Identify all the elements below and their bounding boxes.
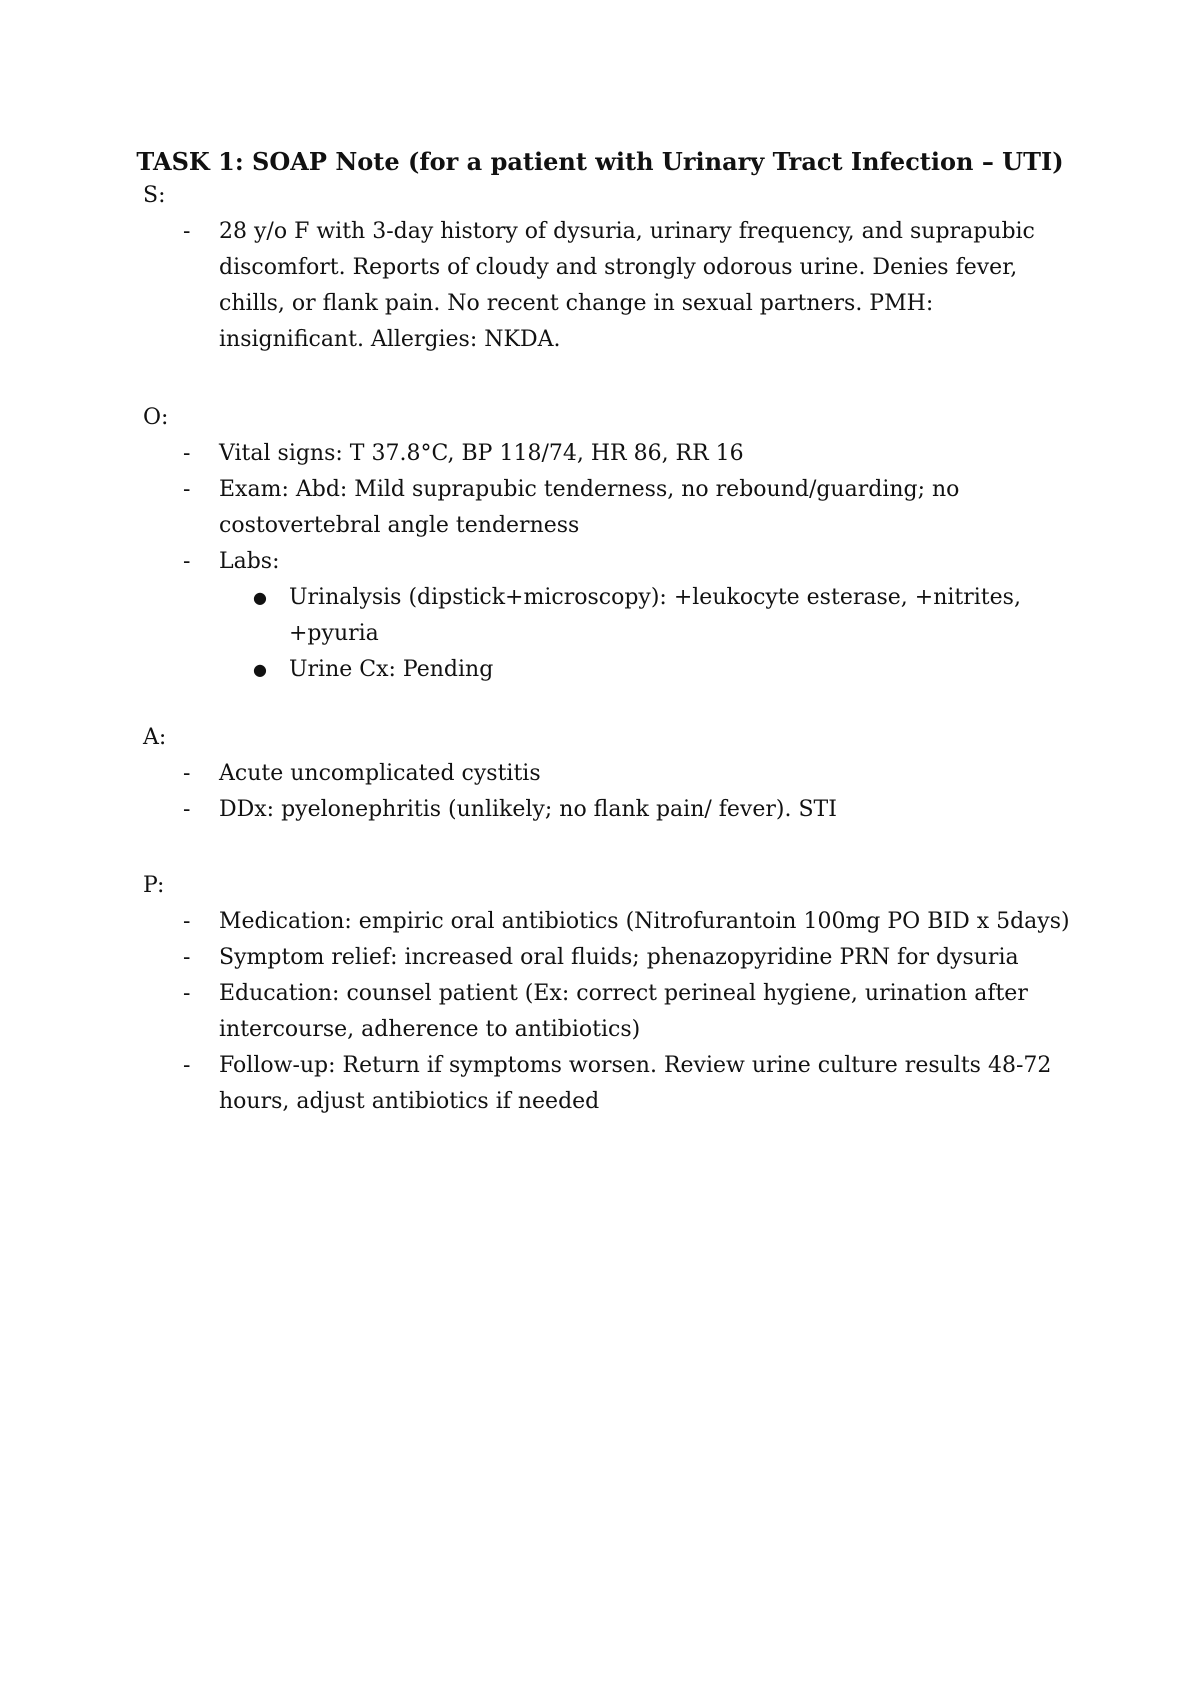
plan-label: P: (143, 873, 165, 898)
objective-item-labs (143, 544, 1083, 688)
labs-item-text: Urine Cx: Pending (289, 657, 494, 682)
dash-marker: - (183, 1053, 191, 1078)
assessment-item-text: Acute uncomplicated cystitis (219, 761, 541, 786)
plan-item (143, 904, 1083, 940)
assessment-label: A: (143, 725, 167, 750)
dash-marker: - (183, 441, 191, 466)
objective-label: O: (143, 405, 169, 430)
objective-item-text: Vital signs: T 37.8°C, BP 118/74, HR 86, RR 16 (219, 441, 744, 466)
labs-item-text: Urinalysis (dipstick+microscopy): +leukocyte esterase, +nitrites, +pyuria (289, 585, 1021, 646)
plan-item-text: Medication: empiric oral antibiotics (Nitrofurantoin 100mg PO BID x 5days) (219, 909, 1070, 934)
subjective-item-text: 28 y/o F with 3-day history of dysuria, urinary frequency, and suprapubic discomfort. Reports of cloudy and strongly odorous urine. Denies fever, chills, or flank pain. No recent change in sexual partners. PMH: insignificant. Allergies: NKDA. (219, 219, 1035, 352)
document-title: TASK 1: SOAP Note (for a patient with Urinary Tract Infection – UTI) (136, 147, 1064, 176)
labs-item (219, 580, 1083, 652)
assessment-list (143, 756, 1083, 828)
plan-section (143, 868, 1083, 1120)
dash-marker: - (183, 909, 191, 934)
objective-item-text: Labs: (219, 549, 280, 574)
assessment-section (143, 720, 1083, 828)
objective-item-vitals (143, 436, 1083, 472)
assessment-item (143, 792, 1083, 828)
dash-marker: - (183, 761, 191, 786)
plan-item (143, 940, 1083, 976)
subjective-label: S: (143, 183, 166, 208)
labs-item (219, 652, 1083, 688)
subjective-item (143, 214, 1083, 358)
dash-marker: - (183, 219, 191, 244)
labs-list (219, 580, 1083, 688)
subjective-section (143, 178, 1083, 358)
dash-marker: - (183, 477, 191, 502)
plan-item-text: Follow-up: Return if symptoms worsen. Review urine culture results 48-72 hours, adjust antibiotics if needed (219, 1053, 1052, 1114)
objective-item-exam (143, 472, 1083, 544)
dash-marker: - (183, 797, 191, 822)
dash-marker: - (183, 945, 191, 970)
objective-list (143, 436, 1083, 688)
objective-item-text: Exam: Abd: Mild suprapubic tenderness, no rebound/guarding; no costovertebral angle tenderness (219, 477, 960, 538)
plan-item (143, 1048, 1083, 1120)
dash-marker: - (183, 981, 191, 1006)
bullet-marker: ● (253, 588, 267, 607)
plan-item-text: Symptom relief: increased oral fluids; phenazopyridine PRN for dysuria (219, 945, 1019, 970)
dash-marker: - (183, 549, 191, 574)
objective-section (143, 400, 1083, 688)
plan-list (143, 904, 1083, 1120)
assessment-item-text: DDx: pyelonephritis (unlikely; no flank pain/ fever). STI (219, 797, 837, 822)
plan-item (143, 976, 1083, 1048)
plan-item-text: Education: counsel patient (Ex: correct perineal hygiene, urination after intercourse, adherence to antibiotics) (219, 981, 1028, 1042)
bullet-marker: ● (253, 660, 267, 679)
assessment-item (143, 756, 1083, 792)
subjective-list (143, 214, 1083, 358)
